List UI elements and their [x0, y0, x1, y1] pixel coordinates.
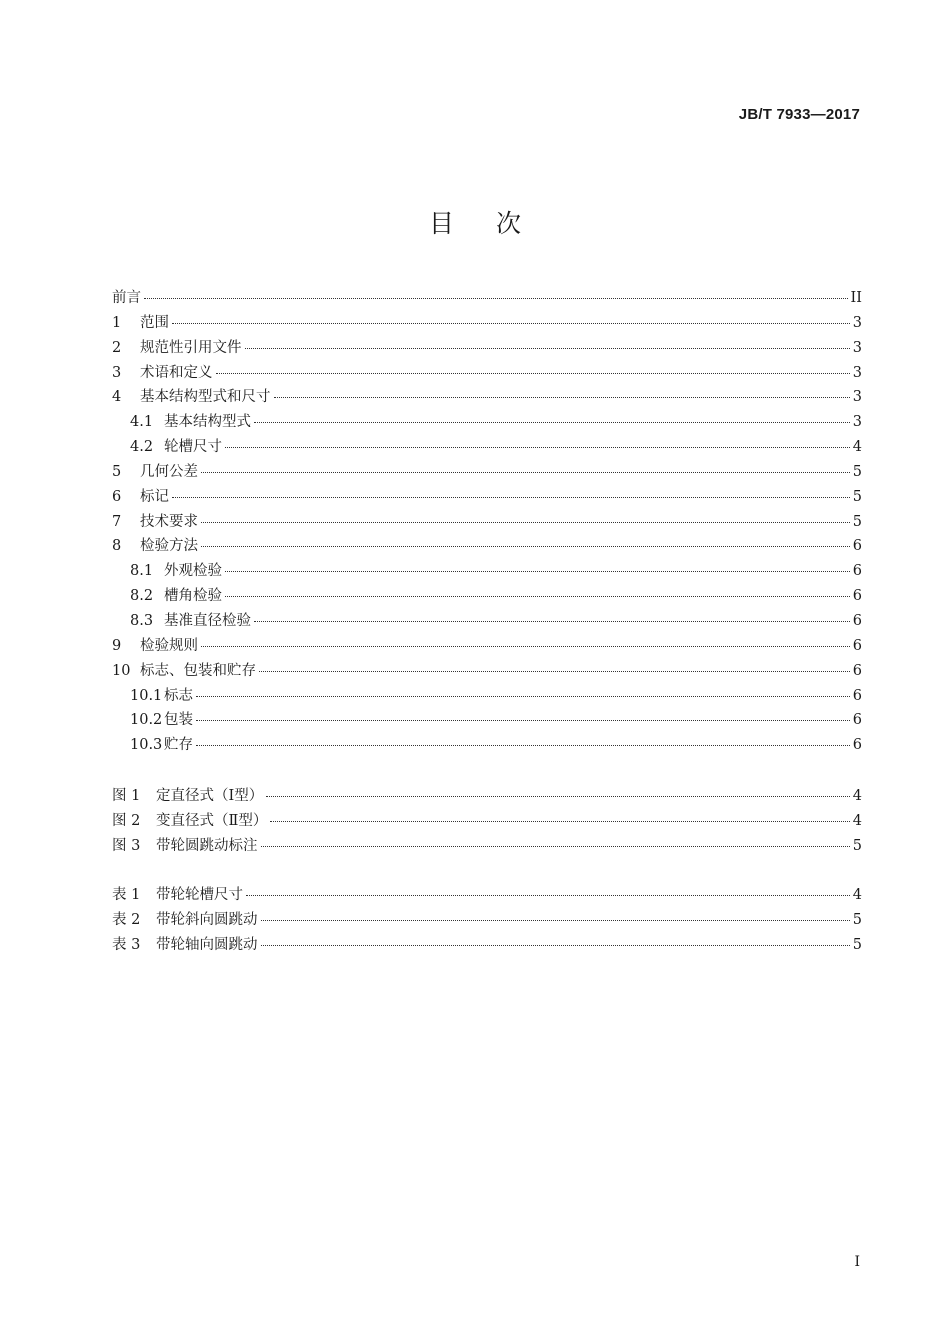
- toc-entry-page: 4: [852, 887, 862, 903]
- toc-entry-page: 6: [852, 637, 862, 654]
- toc-entry-number: 8: [112, 538, 122, 555]
- toc-leader-dots: [225, 596, 850, 597]
- toc-leader-dots: [196, 720, 850, 721]
- toc-leader-dots: [201, 522, 850, 523]
- toc-entry[interactable]: [112, 510, 862, 535]
- toc-entry-number: 4: [112, 389, 122, 406]
- toc-entry[interactable]: [112, 784, 862, 809]
- toc-leader-dots: [196, 745, 850, 746]
- toc-entry[interactable]: [112, 609, 862, 634]
- toc-leader-dots: [144, 298, 848, 299]
- toc-entry-title: 前言: [112, 290, 141, 306]
- toc-leader-dots: [261, 945, 850, 946]
- toc-entry[interactable]: [112, 336, 862, 361]
- toc-leader-dots: [201, 472, 850, 473]
- toc-entry-page: 6: [852, 712, 862, 729]
- toc-entry-page: 6: [852, 737, 862, 754]
- toc-entry-number: 10.1: [130, 687, 163, 704]
- toc-entry-number: 8.2: [130, 588, 154, 605]
- toc-entry-page: 3: [852, 414, 862, 431]
- toc-entry[interactable]: [112, 435, 862, 460]
- toc-entry-number: 3: [112, 364, 122, 381]
- toc-leader-dots: [196, 696, 850, 697]
- toc-entry-title: 包装: [164, 712, 193, 729]
- toc-entry-page: 5: [852, 911, 862, 928]
- toc-leader-dots: [254, 422, 850, 423]
- toc-main-list: [112, 286, 862, 758]
- toc-leader-dots: [259, 671, 850, 672]
- toc-leader-dots: [172, 323, 850, 324]
- toc-entry[interactable]: [112, 908, 862, 933]
- toc-entry-page: 3: [852, 314, 862, 331]
- toc-entry-page: 6: [852, 588, 862, 605]
- toc-entry-title: 基准直径检验: [164, 612, 251, 629]
- toc-entry-page: 4: [852, 788, 862, 804]
- toc-entry[interactable]: [112, 883, 862, 908]
- toc-entry-page: 5: [852, 488, 862, 505]
- toc-leader-dots: [270, 821, 849, 822]
- toc-leader-dots: [172, 497, 850, 498]
- toc-entry-title: 轮槽尺寸: [164, 439, 222, 456]
- toc-entry-page: 3: [852, 389, 862, 406]
- toc-entry-number: 10.2: [130, 712, 163, 729]
- toc-entry-page: 6: [852, 662, 862, 679]
- toc-entry-number: 4.2: [130, 439, 154, 456]
- toc-leader-dots: [274, 397, 850, 398]
- toc-leader-dots: [245, 348, 850, 349]
- toc-entry[interactable]: [112, 534, 862, 559]
- toc-entry-title: 基本结构型式: [164, 414, 251, 431]
- toc-entry[interactable]: [112, 286, 862, 311]
- toc-entry-number: 4.1: [130, 414, 154, 431]
- toc-entry-page: 5: [852, 936, 862, 953]
- toc-entry-number: 5: [112, 463, 122, 480]
- toc-entry-page: 4: [852, 439, 862, 456]
- toc-entry-number: 图 3: [112, 837, 141, 854]
- toc-entry-number: 6: [112, 488, 122, 505]
- toc-entry-number: 8.1: [130, 563, 154, 580]
- toc-entry-title: 标志、包装和贮存: [140, 662, 256, 679]
- toc-entry-title: 基本结构型式和尺寸: [140, 389, 271, 406]
- toc-entry[interactable]: [112, 460, 862, 485]
- toc-entry-number: 2: [112, 339, 122, 356]
- toc-entry[interactable]: [112, 410, 862, 435]
- toc-leader-dots: [266, 796, 850, 797]
- page-number: I: [854, 1254, 860, 1270]
- toc-entry-page: 4: [852, 812, 862, 829]
- toc-entry-title: 术语和定义: [140, 364, 213, 381]
- toc-entry-title: 范围: [140, 314, 169, 331]
- toc-entry[interactable]: [112, 311, 862, 336]
- toc-entry[interactable]: [112, 684, 862, 709]
- toc-entry[interactable]: [112, 933, 862, 958]
- toc-entry-number: 10.3: [130, 737, 163, 754]
- toc-leader-dots: [201, 546, 850, 547]
- toc-entry-title: 技术要求: [140, 513, 198, 530]
- toc-entry-title: 定直径式（Ⅰ型）: [156, 788, 264, 804]
- toc-entry[interactable]: [112, 659, 862, 684]
- toc-entry-page: 6: [852, 612, 862, 629]
- toc-entry[interactable]: [112, 385, 862, 410]
- standard-number: JB/T 7933—2017: [738, 106, 860, 123]
- toc-entry-title: 外观检验: [164, 563, 222, 580]
- toc-entry-title: 几何公差: [140, 463, 198, 480]
- toc-tables-list: [112, 883, 862, 958]
- toc-leader-dots: [261, 920, 850, 921]
- toc-entry-page: 3: [852, 339, 862, 356]
- toc-entry-title: 变直径式（Ⅱ型）: [156, 812, 268, 829]
- toc-leader-dots: [254, 621, 850, 622]
- toc-entry-title: 槽角检验: [164, 588, 222, 605]
- toc-entry-number: 9: [112, 637, 122, 654]
- toc-entry-page: II: [850, 290, 862, 306]
- toc-entry[interactable]: [112, 361, 862, 386]
- toc-entry-page: 5: [852, 513, 862, 530]
- page-title: 目次: [428, 209, 563, 238]
- toc-entry-number: 1: [112, 314, 122, 331]
- toc-entry-number: 图 1: [112, 788, 141, 804]
- toc-entry-title: 带轮轮槽尺寸: [156, 887, 243, 903]
- toc-leader-dots: [216, 373, 850, 374]
- toc-entry-number: 10: [112, 662, 131, 679]
- toc-leader-dots: [261, 846, 850, 847]
- toc-entry-number: 7: [112, 513, 122, 530]
- toc-entry-title: 检验方法: [140, 538, 198, 555]
- toc-entry-title: 带轮斜向圆跳动: [156, 911, 258, 928]
- toc-entry-page: 3: [852, 364, 862, 381]
- toc-entry-title: 带轮轴向圆跳动: [156, 936, 258, 953]
- toc-entry-title: 检验规则: [140, 637, 198, 654]
- toc-entry-number: 表 1: [112, 887, 141, 903]
- toc-entry[interactable]: [112, 708, 862, 733]
- toc-entry-page: 6: [852, 687, 862, 704]
- toc-entry[interactable]: [112, 733, 862, 758]
- toc-leader-dots: [225, 571, 850, 572]
- toc-figures-list: [112, 784, 862, 859]
- toc-entry-title: 带轮圆跳动标注: [156, 837, 258, 854]
- toc-leader-dots: [201, 646, 850, 647]
- toc-entry[interactable]: [112, 809, 862, 834]
- toc-entry-page: 5: [852, 463, 862, 480]
- toc-leader-dots: [246, 895, 850, 896]
- toc-entry[interactable]: [112, 634, 862, 659]
- toc-entry-title: 规范性引用文件: [140, 339, 242, 356]
- toc-entry-page: 5: [852, 837, 862, 854]
- toc-entry-number: 表 2: [112, 911, 141, 928]
- toc-entry-page: 6: [852, 538, 862, 555]
- toc-entry-number: 表 3: [112, 936, 141, 953]
- toc-entry[interactable]: [112, 559, 862, 584]
- toc-entry-number: 图 2: [112, 812, 141, 829]
- toc-entry[interactable]: [112, 584, 862, 609]
- toc-entry-title: 贮存: [164, 737, 193, 754]
- toc-leader-dots: [225, 447, 850, 448]
- toc-entry[interactable]: [112, 834, 862, 859]
- toc-entry-number: 8.3: [130, 612, 154, 629]
- toc-entry-title: 标志: [164, 687, 193, 704]
- toc-entry-title: 标记: [140, 488, 169, 505]
- toc-entry-page: 6: [852, 563, 862, 580]
- toc-entry[interactable]: [112, 485, 862, 510]
